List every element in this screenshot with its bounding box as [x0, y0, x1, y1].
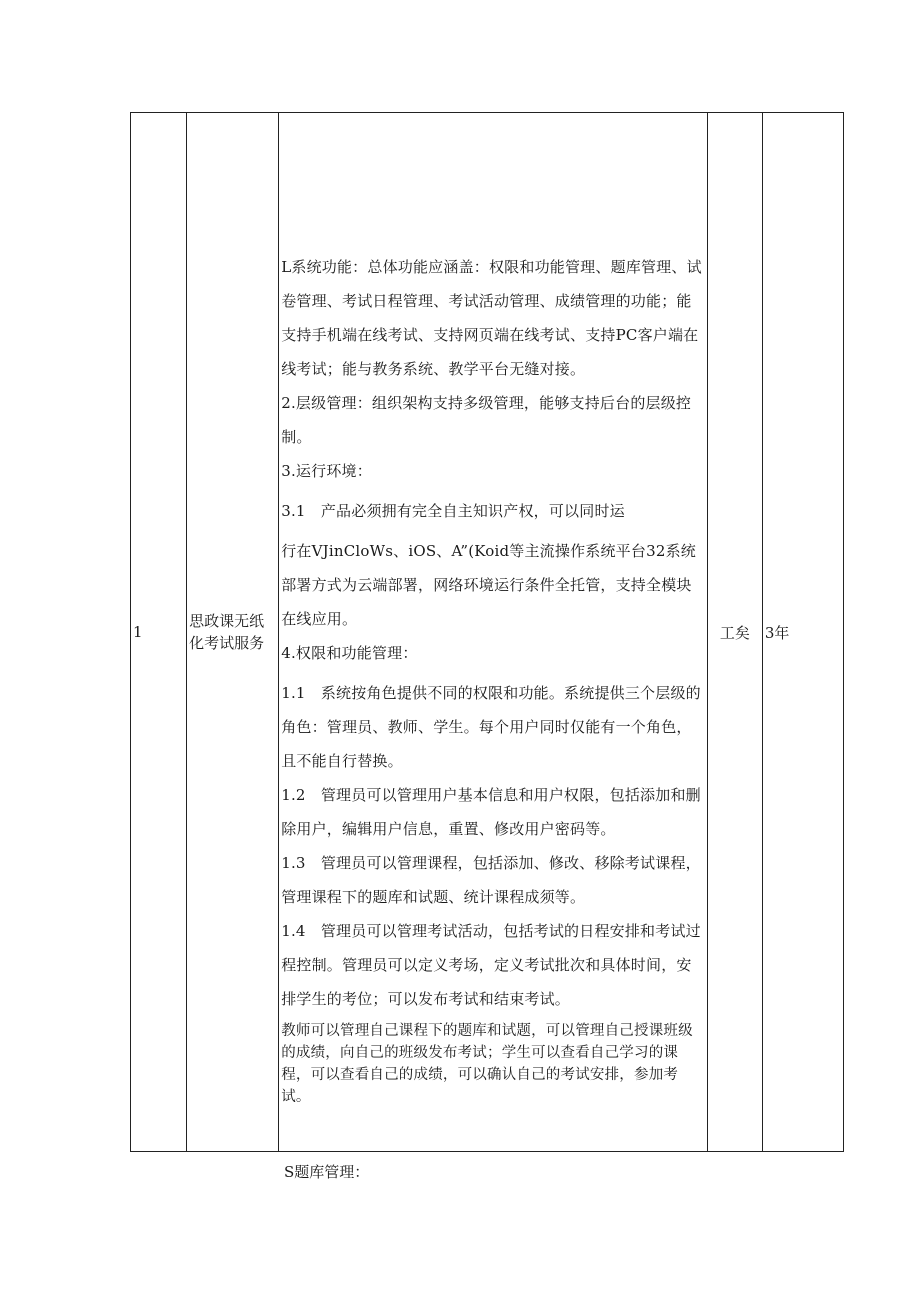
spec-paragraph: L系统功能：总体功能应涵盖：权限和功能管理、题库管理、试卷管理、考试日程管理、考试活动管理、成绩管理的功能；能支持手机端在线考试、支持网页端在线考试、支持PC客户端在线考试；能与教务系统、教学平台无缝对接。 — [281, 258, 702, 378]
spec-paragraph: 1.1 系统按角色提供不同的权限和功能。系统提供三个层级的角色：管理员、教师、学生。每个用户同时仅能有一个角色，且不能自行替换。 — [281, 684, 701, 770]
row-number: 1 — [131, 113, 187, 1152]
spec-paragraph: 3.1 产品必须拥有完全自主知识产权，可以同时运 — [281, 502, 625, 520]
spec-paragraph: 行在VJinCloWs、iOS、A”(Koid等主流操作系统平台32系统部署方式为云端部署，网络环境运行条件全托管，支持全模块在线应用。 — [281, 542, 696, 628]
spec-paragraph: 教师可以管理自己课程下的题库和试题，可以管理自己授课班级的成绩，向自己的班级发布考试；学生可以查看自己学习的课程，可以查看自己的成绩，可以确认自己的考试安排，参加考试。 — [281, 1023, 693, 1105]
spec-paragraph: 3.运行环境： — [281, 462, 372, 480]
unit-cell: 工矣 — [707, 113, 762, 1152]
table-row — [131, 113, 844, 1152]
spec-description — [279, 113, 708, 1152]
section-heading: S题库管理： — [284, 1163, 370, 1181]
spec-paragraph: 2.层级管理：组织架构支持多级管理，能够支持后台的层级控制。 — [281, 394, 692, 446]
requirements-table — [130, 112, 844, 1152]
service-name: 思政课无纸化考试服务 — [187, 113, 279, 1152]
spec-paragraph: 1.3 管理员可以管理课程，包括添加、修改、移除考试课程，管理课程下的题库和试题、统计课程成须等。 — [281, 854, 701, 906]
spec-paragraph: 4.权限和功能管理： — [281, 644, 418, 662]
spec-paragraph: 1.2 管理员可以管理用户基本信息和用户权限，包括添加和删除用户，编辑用户信息，重置、修改用户密码等。 — [281, 786, 701, 838]
period-cell: 3年 — [762, 113, 843, 1152]
spec-paragraph: 1.4 管理员可以管理考试活动，包括考试的日程安排和考试过程控制。管理员可以定义考场，定义考试批次和具体时间，安排学生的考位；可以发布考试和结束考试。 — [281, 922, 701, 1008]
